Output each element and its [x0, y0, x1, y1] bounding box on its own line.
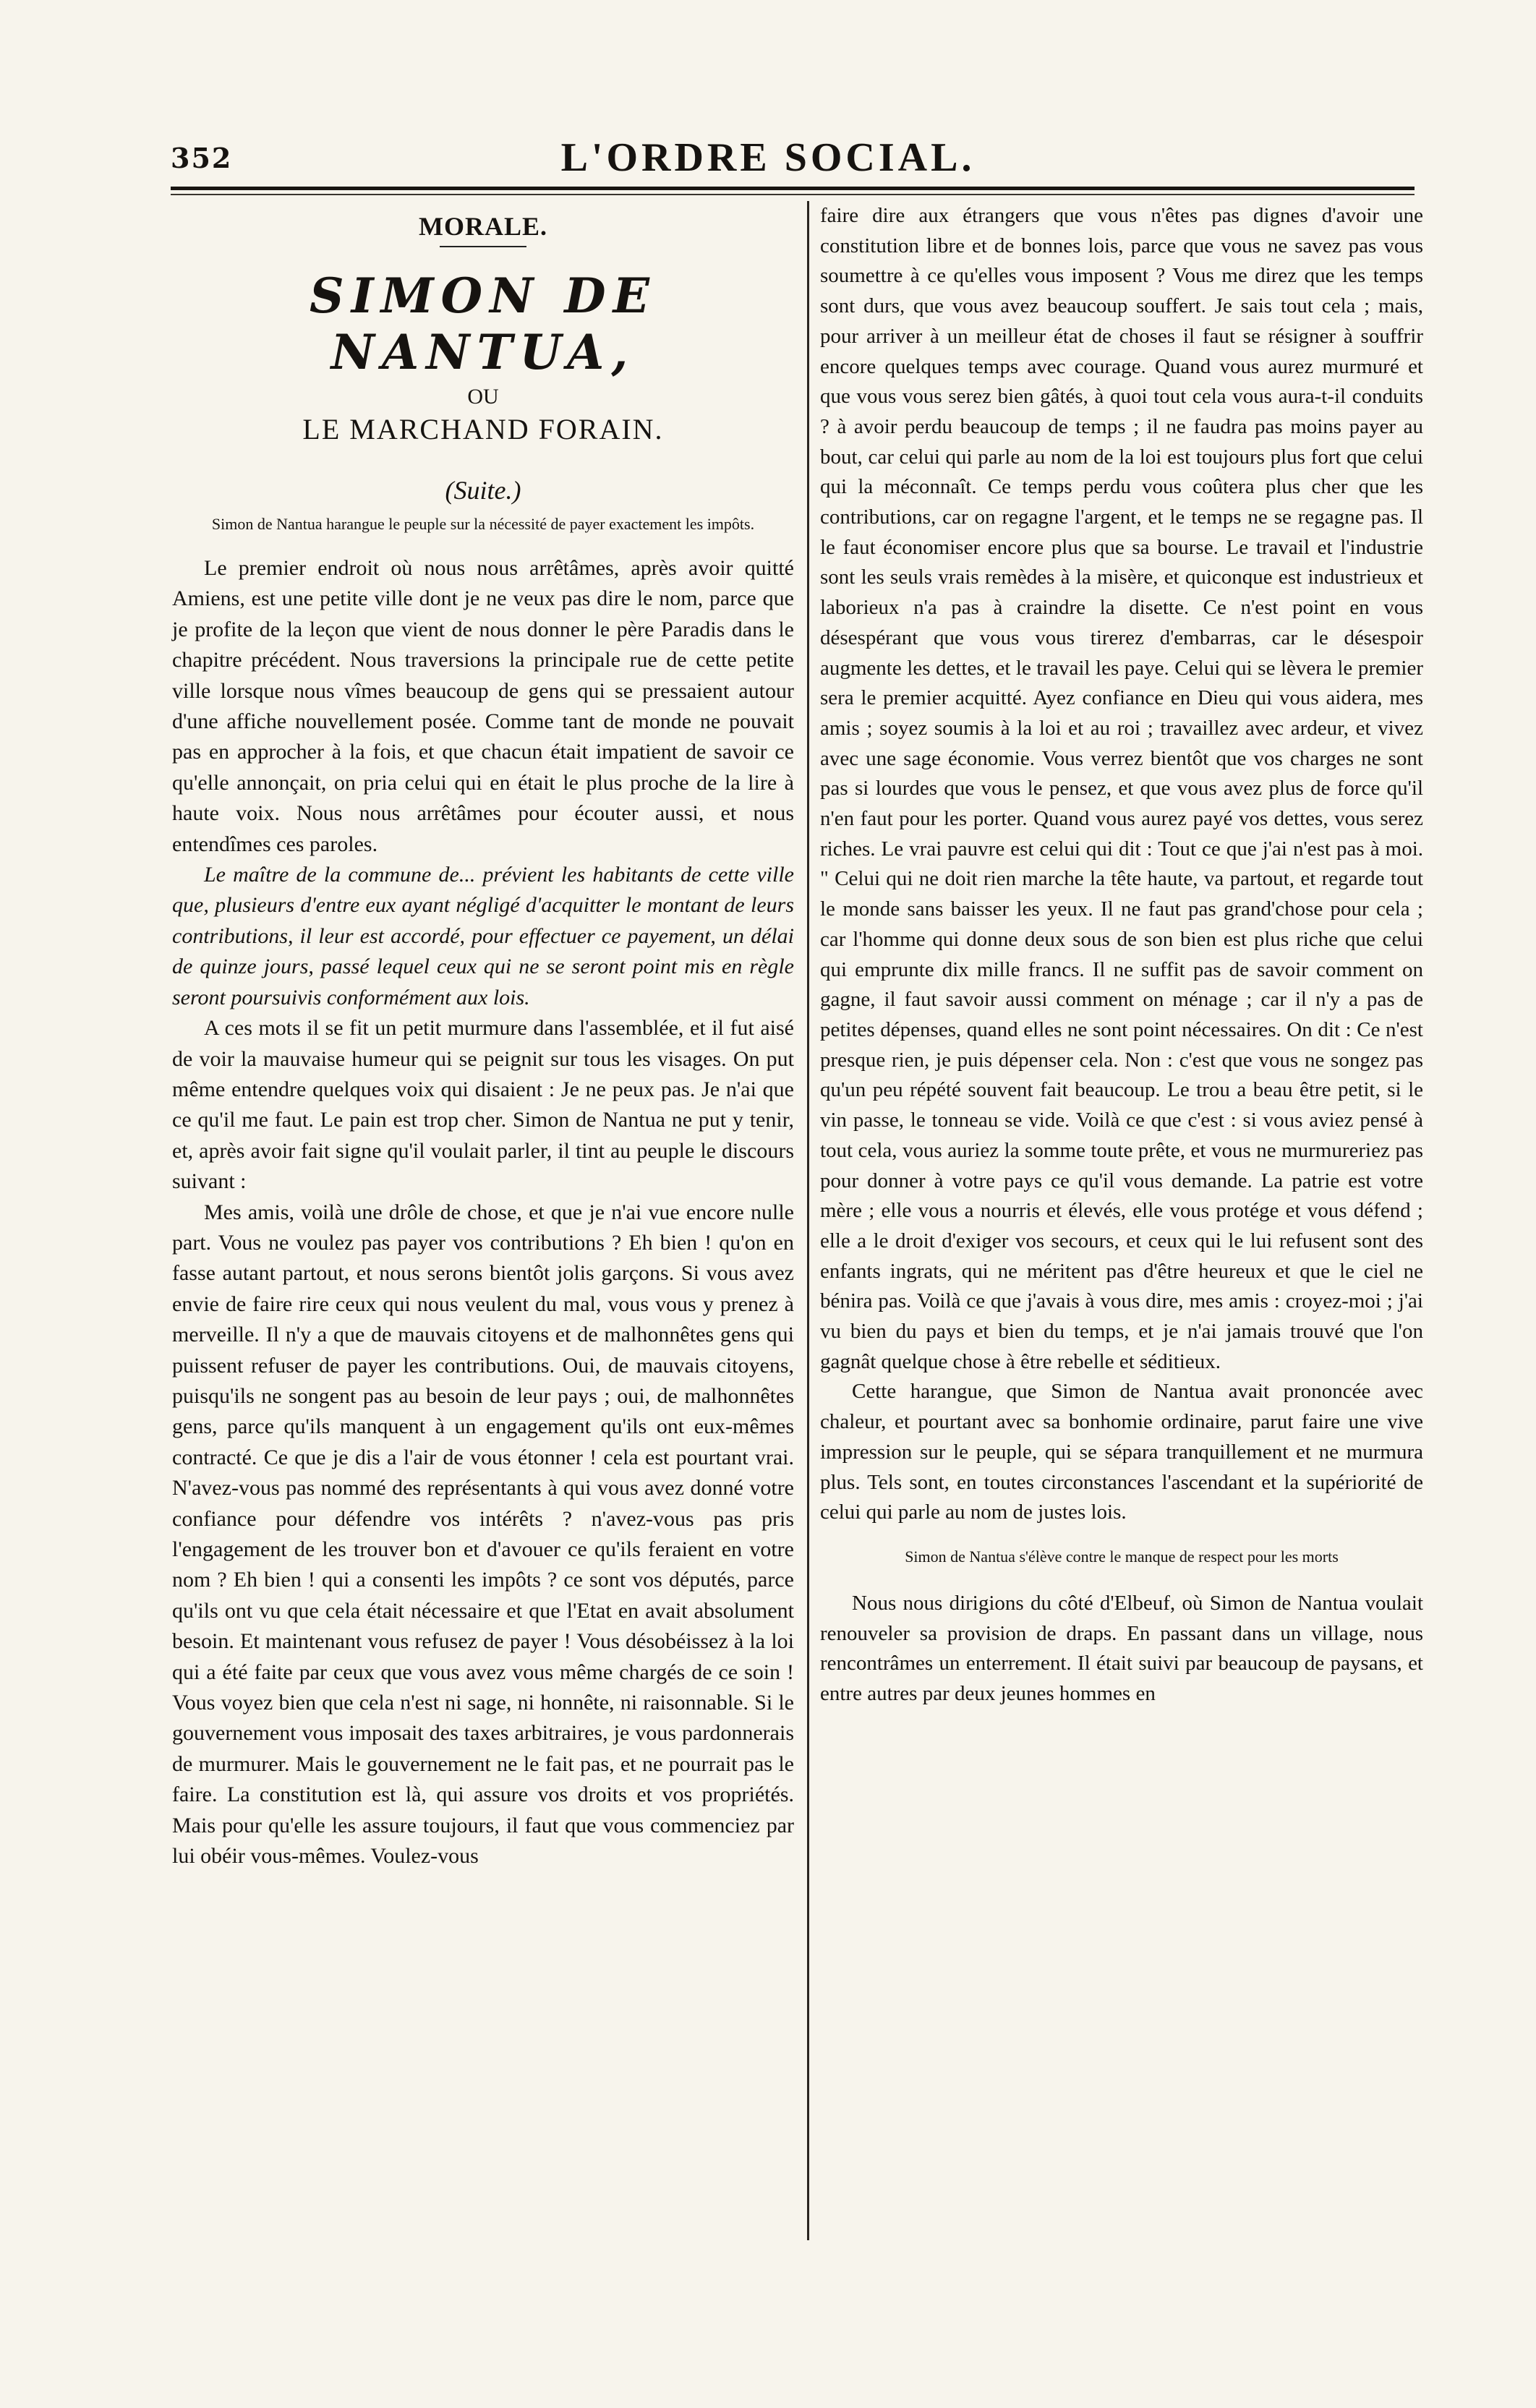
header-rule-thin	[171, 194, 1415, 195]
paragraph-1: Le premier endroit où nous nous arrêtâmes, après avoir quitté Amiens, est une petite ville dont je ne veux pas dire le nom, parce que je profite de la leçon que vient de nous donner le père Paradis dans le chapitre précédent. Nous traversions la principale rue de cette petite ville lorsque nous vîmes beaucoup de gens qui se pressaient autour d'une affiche nouvellement posée. Comme tant de monde ne pouvait pas en approcher à la fois, et que chacun était impatient de savoir ce qu'elle annonçait, on pria celui qui en était le plus proche de la lire à haute voix. Nous nous arrêtâmes pour écouter aussi, et nous entendîmes ces paroles.	[172, 556, 794, 856]
chapter-summary-2: Simon de Nantua s'élève contre le manque de respect pour les morts	[905, 1547, 1339, 1566]
story-title: SIMON DE NANTUA,	[310, 268, 657, 380]
section-title: MORALE.	[419, 212, 547, 241]
paragraph-5: faire dire aux étrangers que vous n'êtes pas dignes d'avoir une constitution libre et de bonnes lois, parce que vous ne savez pas vous soumettre à ce qu'elles vous imposent ? Vous me direz que les temps sont durs, que vous avez beaucoup souffert. Je sais tout cela ; mais, pour arriver à un meilleur état de choses il faut se résigner à souffrir encore quelques temps avec courage. Quand vous aurez murmuré et que vous vous serez bien gâtés, à quoi tout cela vous aura-t-il conduits ? à avoir perdu beaucoup de temps ; il ne faudra pas moins payer au bout, car celui qui parle au nom de la loi est toujours plus fort que celui qui la méconnaît. Ce temps perdu vous coûtera plus cher que les contributions, car on regagne l'argent, et le temps ne se regagne pas. Il le faut économiser encore plus que sa bourse. Le travail et l'industrie sont les seuls vrais remèdes à la misère, et quiconque est industrieux et laborieux n'a pas à craindre la disette. Ce n'est point en vous désespérant que vous vous tirerez d'embarras, car le désespoir augmente les dettes, et le travail les paye. Celui qui se lèvera le premier sera le premier acquitté. Ayez confiance en Dieu qui vous aidera, mes amis ; soyez soumis à la loi et au roi ; travaillez avec ardeur, et vivez avec une sage économie. Vous verrez bientôt que vos charges ne sont pas si lourdes que vous le pensez, et que vous avez plus de force qu'il n'en faut pour les porter. Quand vous aurez payé vos dettes, vous serez riches. Le vrai pauvre est celui qui dit : Tout ce que j'ai n'est pas à moi. " Celui qui ne doit rien marche la tête haute, va partout, et regarde tout le monde sans baisser les yeux. Il ne faut pas grand'chose pour cela ; car l'homme qui donne deux sous de son bien est plus riche que celui qui emprunte dix mille francs. Il ne suffit pas de savoir comment on gagne, il faut savoir aussi comment on ménage ; car il n'y a pas de petites dépenses, quand elles ne sont point nécessaires. On dit : Ce n'est presque rien, je puis dépenser cela. Non : c'est que vous ne songez pas qu'un peu répété souvent fait beaucoup. Le trou a beau être petit, si le vin passe, le tonneau se vide. Voilà ce que c'est : si vous aviez pensé à tout cela, vous auriez la somme toute prête, et vous ne murmureriez pas pour donner à votre pays ce qu'il vous demande. La patrie est votre mère ; elle vous a nourris et élevés, elle vous protége et vous défend ; elle a le droit d'exiger vos secours, et ceux qui le lui refusent sont des enfants ingrats, qui ne méritent pas d'être heureux et que le ciel ne bénira pas. Voilà ce que j'avais à vous dire, mes amis : croyez-moi ; j'ai vu bien du pays et bien du temps, et je n'ai jamais trouvé que l'on gagnât quelque chose à être rebelle et séditieux.	[820, 204, 1423, 1373]
right-column	[820, 201, 1423, 1709]
page-number: 352	[171, 142, 233, 174]
paragraph-7: Nous nous dirigions du côté d'Elbeuf, où Simon de Nantua voulait renouveler sa provision de draps. En passant dans un village, nous rencontrâmes un enterrement. Il était suivi par beaucoup de paysans, et entre autres par deux jeunes hommes en	[820, 1591, 1423, 1706]
story-ou: OU	[467, 385, 499, 409]
left-column	[172, 200, 794, 1871]
suite-label: (Suite.)	[445, 476, 521, 505]
story-subtitle: LE MARCHAND FORAIN.	[302, 413, 664, 445]
paragraph-2	[172, 860, 794, 1013]
paragraph-6: Cette harangue, que Simon de Nantua avait prononcée avec chaleur, et pourtant avec sa bonhomie ordinaire, parut faire une vive impression sur le peuple, qui se sépara tranquillement et ne murmura plus. Tels sont, en toutes circonstances l'ascendant et la supériorité de celui qui parle au nom de justes lois.	[820, 1380, 1423, 1524]
header-rule	[171, 187, 1415, 190]
newspaper-title: L'ORDRE SOCIAL.	[560, 135, 976, 180]
paragraph-3: A ces mots il se fit un petit murmure dans l'assemblée, et il fut aisé de voir la mauvaise humeur qui se peignit sur tous les visages. On put même entendre quelques voix qui disaient : Je ne peux pas. Je n'ai que ce qu'il me faut. Le pain est trop cher. Simon de Nantua ne put y tenir, et, après avoir fait signe qu'il voulait parler, il tint au peuple le discours suivant :	[172, 1016, 794, 1194]
notice-text: Le maître de la commune de... prévient les habitants de cette ville que, plusieurs d'entre eux ayant négligé d'acquitter le montant de leurs contributions, il leur est accordé, pour effectuer ce payement, un délai de quinze jours, passé lequel ceux qui ne se seront point mis en règle seront poursuivis conformément aux lois.	[172, 863, 794, 1009]
section-rule	[440, 246, 526, 247]
paragraph-4: Mes amis, voilà une drôle de chose, et que je n'ai vue encore nulle part. Vous ne voulez pas payer vos contributions ? Eh bien ! qu'on en fasse autant partout, et nous serons bientôt jolis garçons. Si vous avez envie de faire rire ceux qui nous veulent du mal, vous vous y prenez à merveille. Il n'y a que de mauvais citoyens et de malhonnêtes gens qui puissent refuser de payer les contributions. Oui, de mauvais citoyens, puisqu'ils ne songent pas au besoin de leur pays ; oui, de malhonnêtes gens, parce qu'ils manquent à un engagement qu'ils ont eux-mêmes contracté. Ce que je dis a l'air de vous étonner ! cela est pourtant vrai. N'avez-vous pas nommé des représentants à qui vous avez donné votre confiance pour défendre vos intérêts ? n'avez-vous pas pris l'engagement de les trouver bon et d'avouer ce qu'ils feraient en votre nom ? Eh bien ! qui a consenti les impôts ? ce sont vos députés, parce qu'ils ont vu que cela était nécessaire et que l'Etat en avait absolument besoin. Et maintenant vous refusez de payer ! Vous désobéissez à la loi qui a été faite par ceux que vous avez vous même chargés de ce soin ! Vous voyez bien que cela n'est ni sage, ni honnête, ni raisonnable. Si le gouvernement vous imposait des taxes arbitraires, je vous pardonnerais de murmurer. Mais le gouvernement ne le fait pas, et ne pourrait pas le faire. La constitution est là, qui assure vos droits et vos propriétés. Mais pour qu'elle les assure toujours, il faut que vous commenciez par lui obéir vous-mêmes. Voulez-vous	[172, 1200, 794, 1869]
chapter-summary: Simon de Nantua harangue le peuple sur la nécessité de payer exactement les impôts.	[211, 515, 755, 533]
column-divider	[807, 201, 809, 2240]
